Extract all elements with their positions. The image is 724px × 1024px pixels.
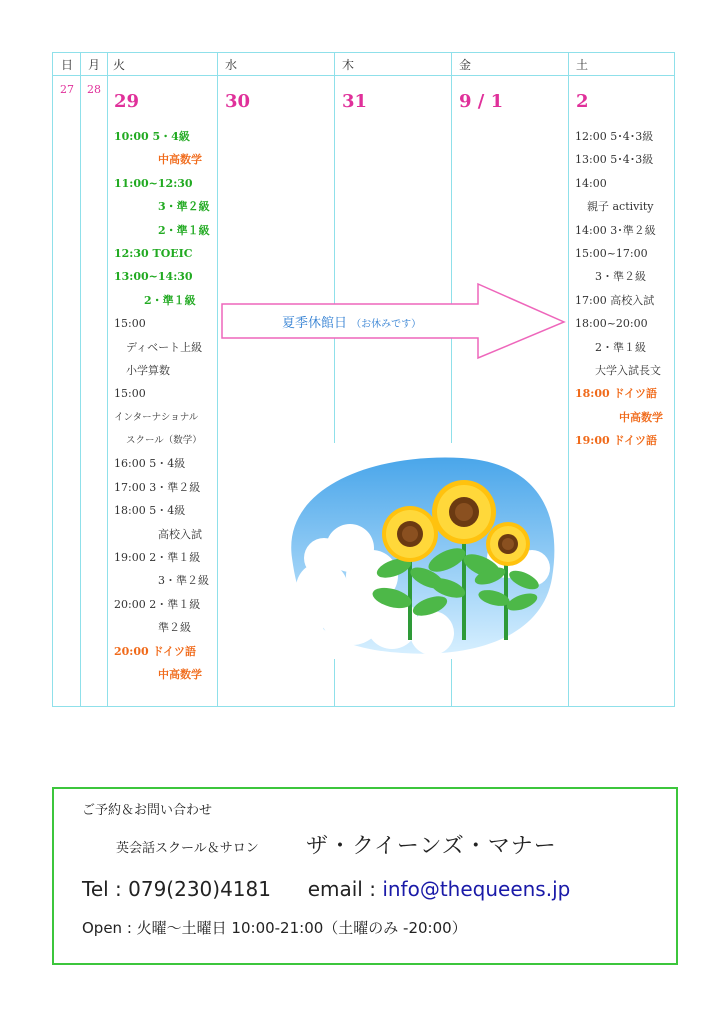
column-divider (568, 53, 569, 706)
header-divider (53, 75, 674, 76)
schedule-entry: 18:00 5・4級 (114, 504, 186, 518)
weekday-fri: 金 (459, 58, 472, 72)
schedule-entry: 17:00 3・準２級 (114, 480, 201, 494)
contact-heading: ご予約＆お問い合わせ (82, 803, 213, 818)
email-link[interactable]: info@thequeens.jp (382, 877, 571, 901)
column-divider (451, 53, 452, 443)
weekday-wed: 水 (225, 58, 238, 72)
tuesday-schedule (114, 125, 210, 686)
column-divider (217, 53, 218, 706)
schedule-entry: 19:00 2・準１級 (114, 551, 201, 565)
schedule-entry: 準２級 (158, 621, 191, 635)
schedule-entry: スクール（数学） (126, 435, 202, 447)
schedule-entry: 18:00 ドイツ語 (575, 387, 657, 401)
weekday-mon: 月 (88, 58, 101, 72)
schedule-entry: 15:00 (114, 387, 146, 401)
schedule-entry: 10:00 5・4級 (114, 130, 190, 143)
schedule-entry: 中高数学 (158, 153, 202, 167)
schedule-entry: インターナショナル (114, 411, 199, 423)
schedule-entry: 2・準１級 (595, 340, 646, 354)
schedule-entry: 3・準２級 (595, 270, 646, 284)
schedule-entry: ディベート上級 (126, 340, 203, 354)
date-fri: 9 / 1 (459, 91, 504, 112)
schedule-entry: 16:00 5・4級 (114, 457, 186, 471)
school-type: 英会話スクール＆サロン (116, 841, 259, 856)
schedule-entry: 12:30 TOEIC (114, 246, 193, 260)
opening-hours: Open : 火曜～土曜日 10:00-21:00（土曜のみ -20:00） (82, 919, 467, 937)
contact-box (52, 787, 678, 965)
weekday-sun: 日 (61, 58, 74, 72)
date-mon: 28 (87, 83, 101, 96)
weekday-tue: 火 (113, 58, 126, 72)
schedule-entry: 20:00 2・準１級 (114, 597, 201, 611)
schedule-entry: 2・準１級 (158, 223, 210, 237)
column-divider (451, 659, 452, 706)
date-wed: 30 (225, 91, 251, 112)
weekday-sat: 土 (576, 58, 589, 72)
schedule-entry: 12:00 5･4･3級 (575, 130, 654, 143)
column-divider (334, 53, 335, 443)
date-sat: 2 (576, 91, 589, 112)
column-divider (80, 53, 81, 706)
schedule-entry: 17:00 高校入試 (575, 293, 655, 307)
column-divider (334, 659, 335, 706)
schedule-entry: 15:00 (114, 317, 146, 331)
schedule-entry: 小学算数 (126, 363, 170, 377)
saturday-schedule (575, 125, 663, 452)
schedule-entry: 13:00~14:30 (114, 270, 193, 284)
column-divider (107, 53, 108, 706)
schedule-entry: 19:00 ドイツ語 (575, 434, 657, 448)
date-sun: 27 (60, 83, 74, 96)
schedule-entry: 親子 activity (587, 200, 654, 214)
schedule-entry: 3・準２級 (158, 200, 210, 214)
schedule-entry: 13:00 5･4･3級 (575, 153, 654, 167)
schedule-entry: 2・準１級 (144, 293, 196, 307)
school-name: ザ・クイーンズ・マナー (306, 834, 557, 859)
schedule-entry: 18:00~20:00 (575, 317, 648, 331)
schedule-entry: 中高数学 (158, 667, 202, 681)
closure-title: 夏季休館日 (282, 316, 348, 331)
schedule-entry: 15:00~17:00 (575, 246, 648, 260)
schedule-entry: 3・準２級 (158, 574, 209, 588)
schedule-entry: 20:00 ドイツ語 (114, 644, 196, 658)
phone-number: Tel : 079(230)4181 (82, 877, 271, 901)
weekday-thu: 木 (342, 58, 355, 72)
date-tue: 29 (114, 91, 140, 112)
sunflower-illustration (262, 448, 562, 663)
closure-label (282, 312, 421, 331)
date-thu: 31 (342, 91, 368, 112)
contact-line (82, 877, 570, 901)
email-label: email : (307, 877, 383, 901)
schedule-entry: 大学入試長文 (595, 363, 661, 377)
schedule-entry: 14:00 (575, 176, 607, 190)
schedule-entry: 高校入試 (158, 527, 202, 541)
closure-note: （お休みです） (351, 319, 422, 330)
schedule-entry: 中高数学 (619, 410, 663, 424)
schedule-entry: 14:00 3･準２級 (575, 223, 656, 237)
schedule-entry: 11:00~12:30 (114, 176, 193, 190)
